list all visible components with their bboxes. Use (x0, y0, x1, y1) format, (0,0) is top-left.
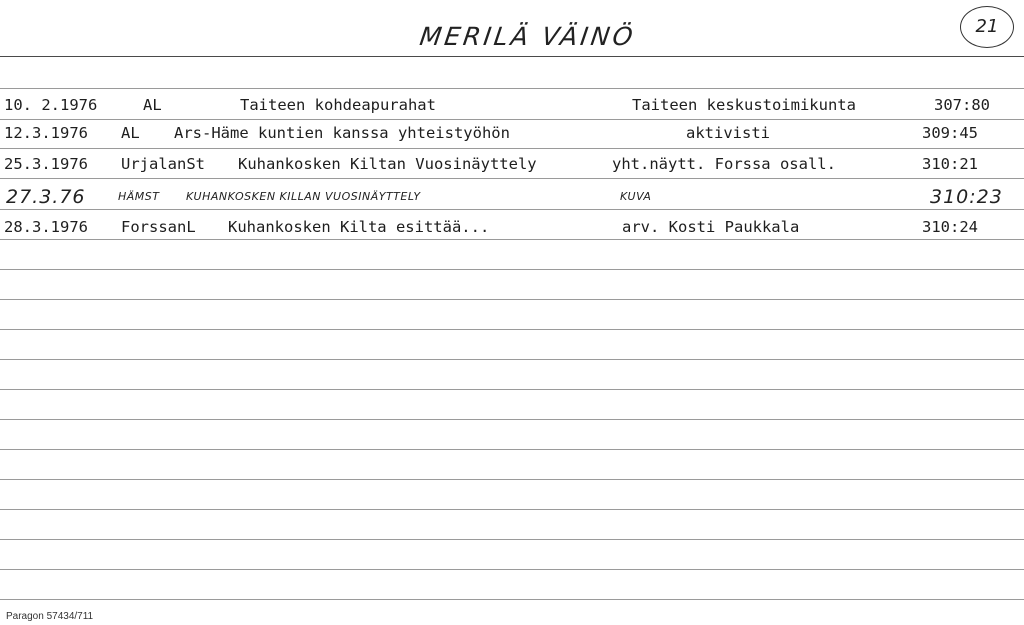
line-rule (0, 449, 1024, 450)
line-rule (0, 269, 1024, 270)
entry-ref: 310:24 (922, 218, 978, 236)
line-rule (0, 599, 1024, 600)
line-rule (0, 178, 1024, 179)
entry-note: arv. Kosti Paukkala (622, 218, 800, 236)
entry-source: AL (121, 124, 140, 142)
line-rule (0, 509, 1024, 510)
entry-date: 28.3.1976 (4, 218, 88, 236)
line-rule (0, 209, 1024, 210)
entry-note: Taiteen keskustoimikunta (632, 96, 856, 114)
entry-ref: 310:21 (922, 155, 978, 173)
entry-date: 12.3.1976 (4, 124, 88, 142)
line-rule (0, 88, 1024, 89)
line-rule (0, 359, 1024, 360)
entry-note: aktivisti (686, 124, 770, 142)
line-rule (0, 539, 1024, 540)
entry-ref: 310:23 (930, 186, 1003, 208)
entry-note: yht.näytt. Forssa osall. (612, 155, 836, 173)
entry-source: ForssanL (121, 218, 196, 236)
entry-ref: 309:45 (922, 124, 978, 142)
entry-source: HÄMST (118, 190, 160, 203)
card-number: 21 (960, 6, 1014, 48)
line-rule (0, 119, 1024, 120)
entry-note: KUVA (620, 190, 652, 203)
header-rule (0, 56, 1024, 57)
entry-date: 27.3.76 (6, 186, 86, 208)
entry-date: 10. 2.1976 (4, 96, 98, 114)
entry-ref: 307:80 (934, 96, 990, 114)
line-rule (0, 299, 1024, 300)
line-rule (0, 239, 1024, 240)
entry-date: 25.3.1976 (4, 155, 88, 173)
card-title: MERILÄ VÄINÖ (417, 22, 638, 51)
printer-imprint: Paragon 57434/711 (6, 611, 94, 622)
line-rule (0, 479, 1024, 480)
entry-subject: Taiteen kohdeapurahat (240, 96, 436, 114)
entry-subject: Kuhankosken Kiltan Vuosinäyttely (238, 155, 537, 173)
entry-subject: KUHANKOSKEN KILLAN VUOSINÄYTTELY (186, 190, 421, 203)
line-rule (0, 569, 1024, 570)
line-rule (0, 148, 1024, 149)
line-rule (0, 329, 1024, 330)
entry-subject: Ars-Häme kuntien kanssa yhteistyöhön (174, 124, 510, 142)
line-rule (0, 419, 1024, 420)
line-rule (0, 389, 1024, 390)
entry-subject: Kuhankosken Kilta esittää... (228, 218, 490, 236)
entry-source: AL (143, 96, 162, 114)
entry-source: UrjalanSt (121, 155, 205, 173)
